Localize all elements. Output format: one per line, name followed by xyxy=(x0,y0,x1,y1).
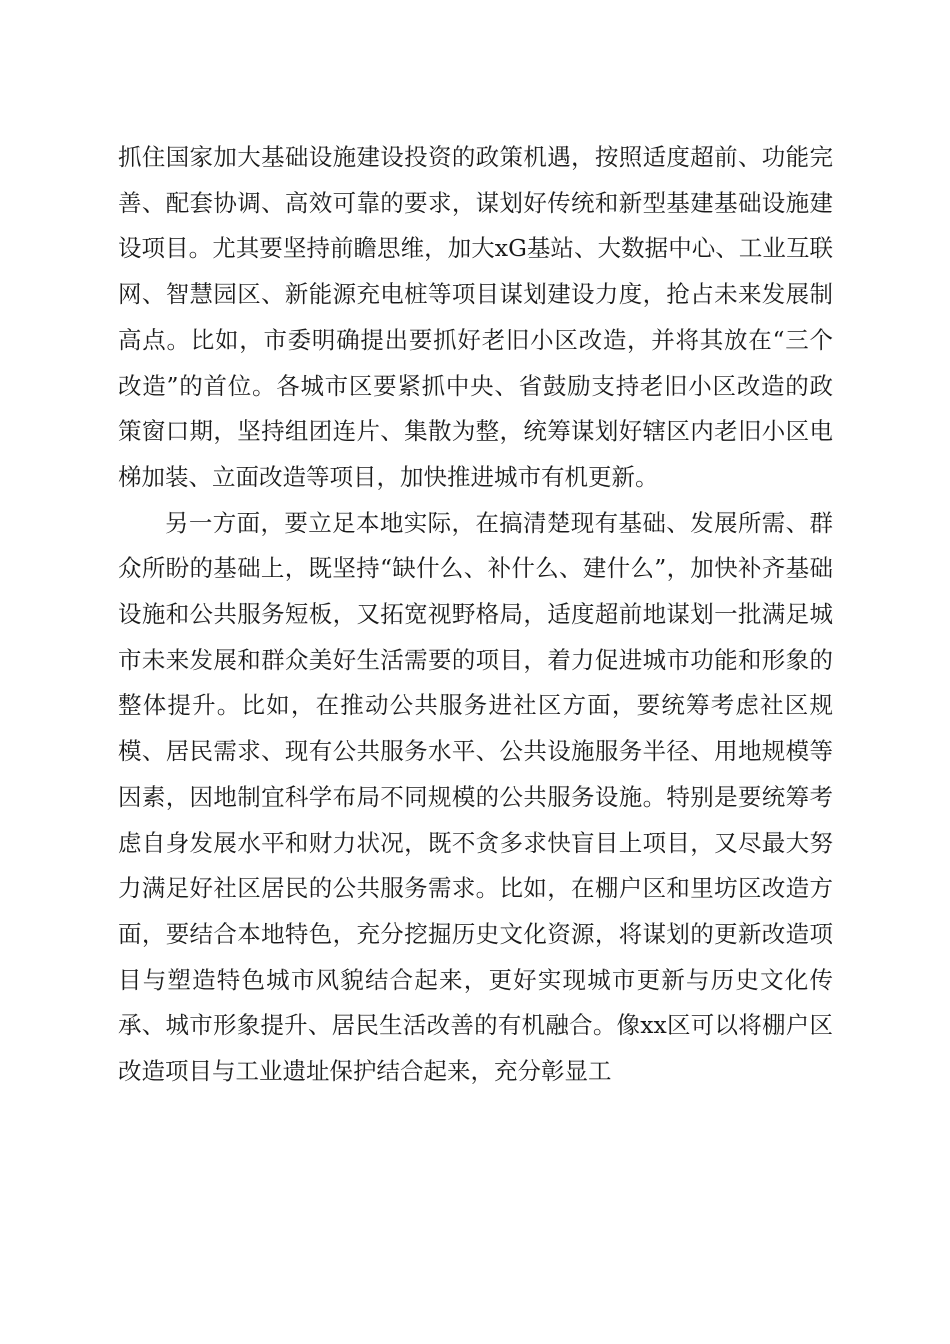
paragraph-1: 抓住国家加大基础设施建设投资的政策机遇，按照适度超前、功能完善、配套协调、高效可靠的要求，谋划好传统和新型基建基础设施建设项目。尤其要坚持前瞻思维，加大xG基站、大数据中心、工业互联网、智慧园区、新能源充电桩等项目谋划建设力度，抢占未来发展制高点。比如，市委明确提出要抓好老旧小区改造，并将其放在“三个改造”的首位。各城市区要紧抓中央、省鼓励支持老旧小区改造的政策窗口期，坚持组团连片、集散为整，统筹谋划好辖区内老旧小区电梯加装、立面改造等项目，加快推进城市有机更新。 xyxy=(118,143,833,491)
document-body xyxy=(118,135,833,1095)
paragraph-2: 另一方面，要立足本地实际，在搞清楚现有基础、发展所需、群众所盼的基础上，既坚持“缺什么、补什么、建什么”，加快补齐基础设施和公共服务短板，又拓宽视野格局，适度超前地谋划一批满足城市未来发展和群众美好生活需要的项目，着力促进城市功能和形象的整体提升。比如，在推动公共服务进社区方面，要统筹考虑社区规模、居民需求、现有公共服务水平、公共设施服务半径、用地规模等因素，因地制宜科学布局不同规模的公共服务设施。特别是要统筹考虑自身发展水平和财力状况，既不贪多求快盲目上项目，又尽最大努力满足好社区居民的公共服务需求。比如，在棚户区和里坊区改造方面，要结合本地特色，充分挖掘历史文化资源，将谋划的更新改造项目与塑造特色城市风貌结合起来，更好实现城市更新与历史文化传承、城市形象提升、居民生活改善的有机融合。像xx区可以将棚户区改造项目与工业遗址保护结合起来，充分彰显工 xyxy=(118,508,833,1086)
